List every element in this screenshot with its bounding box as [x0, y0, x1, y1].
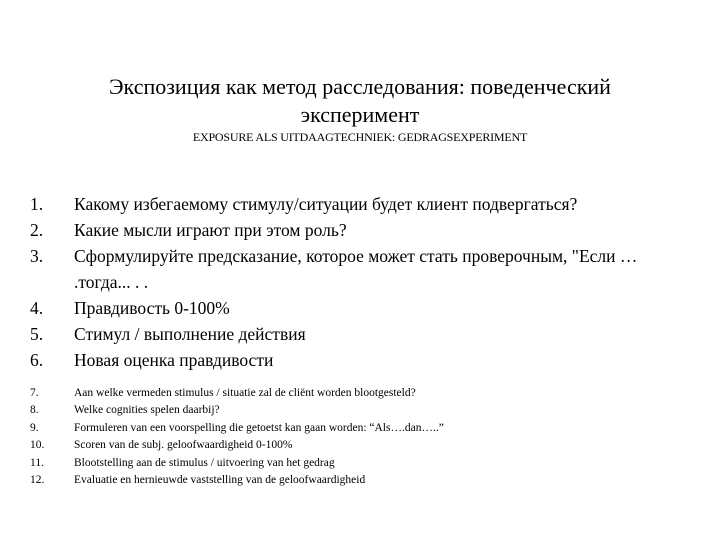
item-text: Scoren van de subj. geloofwaardigheid 0-100%: [74, 439, 293, 452]
item-number: 11.: [30, 456, 44, 469]
slide-subtitle: EXPOSURE ALS UITDAAGTECHNIEK: GEDRAGSEXPERIMENT: [192, 130, 528, 144]
russian-steps-list: [30, 191, 690, 373]
list-item: [30, 420, 690, 437]
list-item: [30, 295, 690, 321]
item-text: Стимул / выполнение действия: [74, 324, 306, 344]
item-text: Blootstelling aan de stimulus / uitvoering van het gedrag: [74, 456, 335, 469]
item-text: Welke cognities spelen daarbij?: [74, 404, 220, 417]
item-text: Правдивость 0-100%: [74, 298, 230, 318]
item-number: 9.: [30, 421, 39, 434]
item-number: 7.: [30, 387, 39, 399]
item-number: 6.: [30, 350, 44, 370]
item-number: 10.: [30, 439, 45, 452]
item-text: Какие мысли играют при этом роль?: [74, 220, 347, 240]
item-text: Formuleren van een voorspelling die getoetst kan gaan worden: “Als….dan…..”: [74, 421, 444, 434]
list-item: [30, 321, 690, 347]
item-number: 5.: [30, 324, 44, 344]
item-number: 1.: [30, 194, 44, 214]
item-number: 3.: [30, 246, 44, 266]
list-item: [30, 217, 690, 243]
list-item: [30, 347, 690, 373]
item-text: Новая оценка правдивости: [74, 350, 274, 370]
item-text: Evaluatie en hernieuwde vaststelling van de geloofwaardigheid: [74, 474, 366, 487]
item-text: Aan welke vermeden stimulus / situatie zal de cliënt worden blootgesteld?: [74, 387, 416, 399]
item-number: 4.: [30, 298, 44, 318]
item-text: Какому избегаемому стимулу/ситуации будет клиент подвергаться?: [74, 194, 578, 214]
item-number: 12.: [30, 474, 45, 487]
list-item: [30, 402, 690, 419]
item-number: 8.: [30, 404, 39, 417]
slide-title: Экспозиция как метод расследования: поведенческий эксперимент: [109, 74, 611, 127]
list-item: [30, 472, 690, 489]
list-item: [30, 455, 690, 472]
item-number: 2.: [30, 220, 44, 240]
list-item: [30, 191, 690, 217]
list-item: [30, 385, 690, 402]
dutch-steps-list: [30, 385, 690, 489]
list-item: [30, 437, 690, 454]
list-item: [30, 243, 690, 295]
item-text: Сформулируйте предсказание, которое может стать проверочным, "Если … .тогда... . .: [74, 246, 638, 292]
